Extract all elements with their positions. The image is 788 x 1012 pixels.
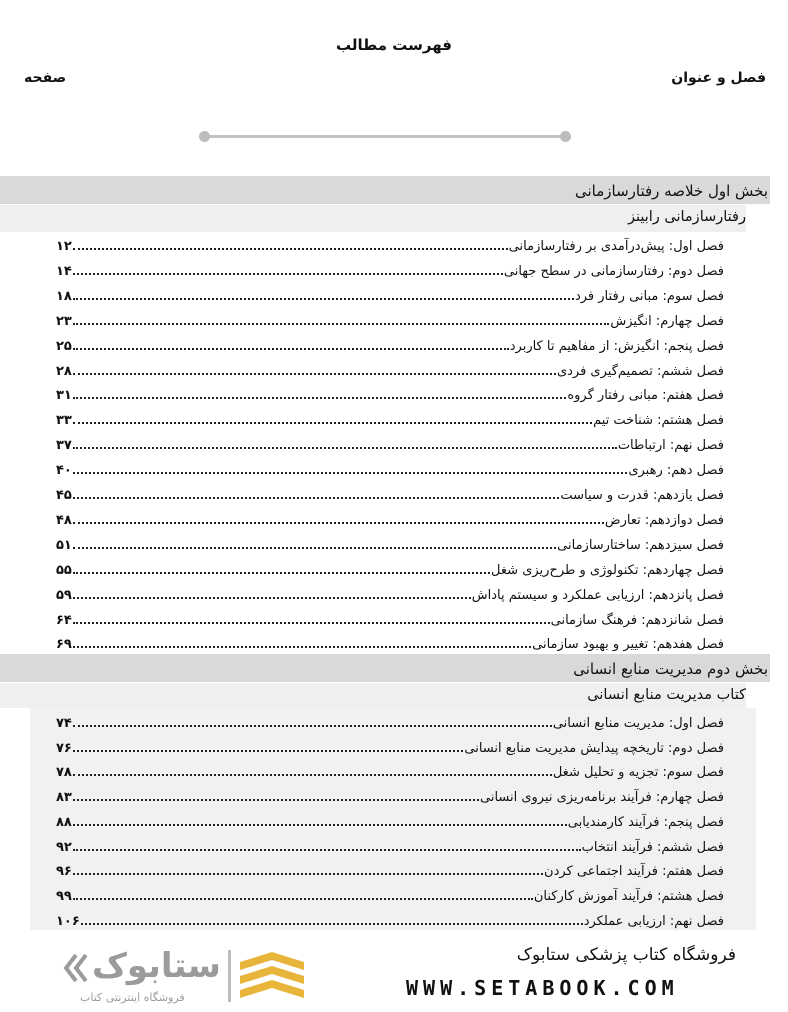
toc-leader-dots — [73, 621, 550, 624]
toc-leader-dots — [73, 322, 609, 325]
toc-entry[interactable] — [56, 256, 724, 280]
toc-entry[interactable] — [56, 605, 724, 629]
toc-leader-dots — [73, 347, 509, 350]
toc-leader-dots — [73, 297, 574, 300]
toc-entry[interactable] — [56, 856, 724, 880]
toc-entry-page: ۷۸ — [56, 765, 72, 781]
toc-entry-page: ۳۱ — [56, 388, 72, 404]
toc-entry[interactable] — [56, 555, 724, 579]
logo-subtitle: فروشگاه اینترنتی کتاب — [80, 991, 185, 1004]
toc-entry[interactable] — [56, 906, 724, 930]
toc-leader-dots — [73, 596, 471, 599]
toc-leader-dots — [73, 645, 531, 648]
toc-leader-dots — [73, 446, 617, 449]
toc-entry-title: فصل هشتم: فرآیند آموزش کارکنان — [533, 888, 724, 904]
toc-entry-page: ۱۸ — [56, 288, 72, 304]
toc-entry-title: فصل سوم: تجزیه و تحلیل شغل — [552, 765, 724, 781]
toc-entry-page: ۶۴ — [56, 612, 72, 628]
toc-leader-dots — [73, 546, 556, 549]
toc-entry-title: فصل چهاردهم: تکنولوژی و طرح‌ریزی شغل — [491, 562, 724, 578]
column-header-page: صفحه — [24, 70, 67, 86]
toc-leader-dots — [73, 471, 627, 474]
toc-entry-page: ۱۴ — [56, 263, 72, 279]
toc-entry-title: فصل ششم: تصمیم‌گیری فردی — [556, 363, 724, 379]
toc-entry[interactable] — [56, 331, 724, 355]
toc-entry-page: ۱۲ — [56, 239, 72, 254]
divider-dot-right — [560, 131, 571, 142]
toc-entry-page: ۶۹ — [56, 637, 72, 653]
toc-leader-dots — [73, 749, 464, 752]
toc-entry-page: ۵۵ — [56, 562, 72, 578]
toc-leader-dots — [81, 922, 583, 925]
toc-entry[interactable] — [56, 281, 724, 305]
toc-entry-page: ۳۳ — [56, 413, 72, 429]
toc-entry-title: فصل شانزدهم: فرهنگ سازمانی — [550, 612, 724, 628]
toc-leader-dots — [73, 798, 479, 801]
part-heading-2 — [0, 654, 770, 682]
toc-entry-title: فصل اول: پیش‌درآمدی بر رفتارسازمانی — [508, 239, 724, 254]
decorative-divider — [204, 135, 566, 138]
toc-entry-title: فصل چهارم: انگیزش — [610, 313, 724, 329]
toc-entry-page: ۴۵ — [56, 488, 72, 503]
toc-leader-dots — [73, 571, 490, 574]
toc-entry[interactable] — [56, 782, 724, 806]
toc-entry-title: فصل دهم: رهبری — [628, 463, 724, 479]
toc-entry[interactable] — [56, 430, 724, 454]
toc-entry-page: ۸۸ — [56, 814, 72, 830]
store-name: فروشگاه کتاب پزشکی ستابوک — [516, 945, 736, 965]
toc-entry-page: ۲۸ — [56, 363, 72, 379]
toc-entry-title: فصل هفدهم: تغییر و بهبود سازمانی — [532, 637, 724, 653]
book-title: کتاب مدیریت منابع انسانی — [587, 687, 746, 703]
toc-entry-page: ۵۱ — [56, 537, 72, 553]
toc-entry-page: ۷۴ — [56, 716, 72, 731]
toc-entry[interactable] — [56, 757, 724, 781]
toc-entry-page: ۴۸ — [56, 512, 72, 528]
toc-leader-dots — [73, 848, 581, 851]
toc-entry-title: فصل یازدهم: قدرت و سیاست — [560, 488, 724, 503]
toc-leader-dots — [73, 247, 508, 250]
part-heading-1 — [0, 176, 770, 204]
toc-entry[interactable] — [56, 807, 724, 831]
toc-entry-title: فصل پنجم: فرآیند کارمندیابی — [567, 814, 724, 830]
toc-entry-title: فصل دوم: رفتارسازمانی در سطح جهانی — [503, 263, 724, 279]
toc-entry[interactable] — [56, 629, 724, 653]
toc-leader-dots — [73, 872, 543, 875]
toc-leader-dots — [73, 724, 552, 727]
toc-leader-dots — [73, 421, 592, 424]
toc-entry[interactable] — [56, 580, 724, 604]
toc-entry-page: ۹۶ — [56, 864, 72, 880]
toc-entry-title: فصل هفتم: مبانی رفتار گروه — [567, 388, 724, 404]
divider-dot-left — [199, 131, 210, 142]
toc-entry-title: فصل سیزدهم: ساختارسازمانی — [557, 537, 724, 553]
toc-entry-page: ۹۹ — [56, 888, 72, 904]
store-url[interactable]: WWW.SETABOOK.COM — [406, 976, 679, 1000]
toc-entry-page: ۲۵ — [56, 338, 72, 354]
toc-entry[interactable] — [56, 708, 724, 732]
toc-entry[interactable] — [56, 480, 724, 504]
toc-entry-title: فصل هفتم: فرآیند اجتماعی کردن — [544, 864, 724, 880]
toc-entry-page: ۱۰۶ — [56, 913, 80, 929]
toc-entry-title: فصل پانزدهم: ارزیابی عملکرد و سیستم پاداش — [471, 587, 724, 603]
book-heading-2 — [0, 683, 746, 708]
toc-leader-dots — [73, 521, 604, 524]
toc-entry[interactable] — [56, 356, 724, 380]
toc-entry-page: ۴۰ — [56, 463, 72, 479]
toc-entry-page: ۷۶ — [56, 740, 72, 756]
toc-leader-dots — [73, 897, 533, 900]
toc-entry-page: ۲۳ — [56, 313, 72, 329]
part-title: بخش دوم مدیریت منابع انسانی — [573, 660, 768, 678]
toc-entry-title: فصل چهارم: فرآیند برنامه‌ریزی نیروی انسانی — [479, 790, 724, 806]
toc-entry-title: فصل دوم: تاریخچه پیدایش مدیریت منابع انسانی — [464, 740, 724, 756]
toc-leader-dots — [73, 372, 556, 375]
toc-entry-page: ۵۹ — [56, 587, 72, 603]
toc-entry-title: فصل ششم: فرآیند انتخاب — [581, 839, 724, 855]
toc-leader-dots — [73, 773, 552, 776]
part-title: بخش اول خلاصه رفتارسازمانی — [574, 182, 768, 200]
toc-entry-title: فصل دوازدهم: تعارض — [604, 512, 724, 528]
toc-entry[interactable] — [56, 231, 724, 255]
toc-entry-page: ۹۲ — [56, 839, 72, 855]
toc-entry[interactable] — [56, 455, 724, 479]
page-title: فهرست مطالب — [336, 36, 452, 54]
toc-entry[interactable] — [56, 530, 724, 554]
logo-wordmark: ستابوک — [92, 946, 221, 986]
toc-entry-title: فصل نهم: ارتباطات — [617, 438, 724, 454]
chevron-left-icon — [62, 951, 88, 985]
toc-entry-title: فصل هشتم: شناخت تیم — [593, 413, 724, 429]
toc-entry[interactable] — [56, 306, 724, 330]
toc-entry-title: فصل اول: مدیریت منابع انسانی — [552, 716, 724, 731]
toc-entry-page: ۸۳ — [56, 790, 72, 806]
toc-leader-dots — [73, 823, 567, 826]
book-heading-1 — [0, 205, 746, 232]
toc-entry[interactable] — [56, 733, 724, 757]
toc-entry-page: ۳۷ — [56, 438, 72, 454]
toc-leader-dots — [73, 396, 566, 399]
toc-entry-title: فصل پنجم: انگیزش: از مفاهیم تا کاربرد — [509, 338, 724, 354]
toc-leader-dots — [73, 272, 503, 275]
toc-entry[interactable] — [56, 405, 724, 429]
column-header-chapter: فصل و عنوان — [671, 70, 766, 86]
toc-entry[interactable] — [56, 380, 724, 404]
toc-entry[interactable] — [56, 505, 724, 529]
book-title: رفتارسازمانی رابینز — [627, 209, 746, 225]
toc-entry[interactable] — [56, 881, 724, 905]
toc-entry-title: فصل نهم: ارزیابی عملکرد — [583, 913, 724, 929]
book-logo-icon — [228, 950, 310, 1006]
toc-entry-title: فصل سوم: مبانی رفتار فرد — [574, 288, 724, 304]
toc-entry[interactable] — [56, 832, 724, 856]
toc-leader-dots — [73, 496, 559, 499]
